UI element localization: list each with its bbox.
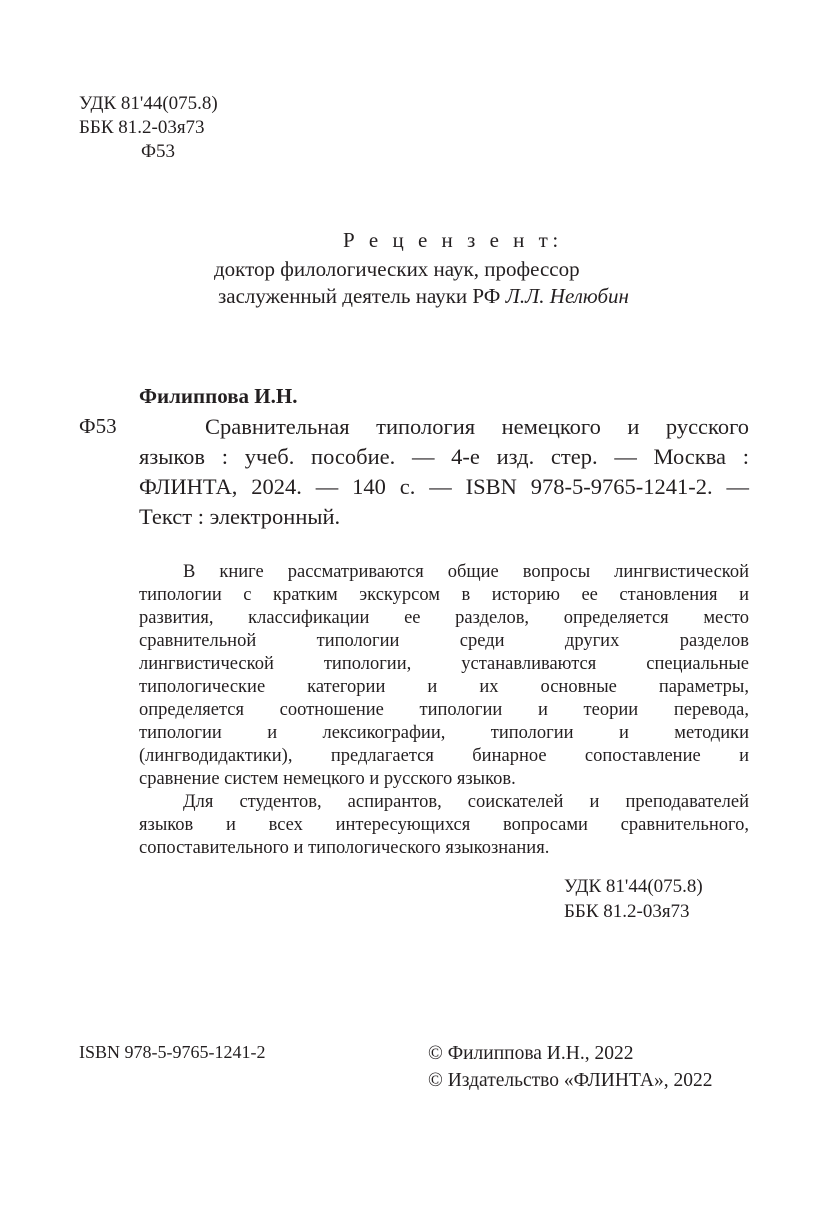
- isbn: ISBN 978-5-9765-1241-2: [79, 1042, 266, 1062]
- abstract-line: типологические категории и их основные параметры,: [139, 677, 749, 697]
- abstract-line: Для студентов, аспирантов, соискателей и преподавателей: [183, 792, 749, 812]
- abstract-line: сопоставительного и типологического языкознания.: [139, 838, 550, 858]
- book-author: Филиппова И.Н.: [139, 384, 298, 408]
- reviewer-degree: доктор филологических наук, профессор: [214, 257, 580, 281]
- abstract: [139, 561, 749, 860]
- author-mark: Ф53: [141, 141, 176, 162]
- abstract-line: типологии и лексикографии, типологии и методики: [139, 723, 749, 743]
- udk-code: УДК 81'44(075.8): [564, 876, 703, 897]
- author-mark-side: Ф53: [79, 414, 117, 438]
- copyright-author: © Филиппова И.Н., 2022: [428, 1043, 634, 1064]
- abstract-line: лингвистической типологии, устанавливаются специальные: [139, 654, 749, 674]
- bbk-code: ББК 81.2-03я73: [564, 901, 690, 922]
- abstract-line: определяется соотношение типологии и теории перевода,: [139, 700, 749, 720]
- bbk-code: ББК 81.2-03я73: [79, 117, 205, 138]
- bibliographic-description: [139, 412, 749, 532]
- biblio-line: языков : учеб. пособие. — 4-е изд. стер. — Москва :: [139, 444, 749, 469]
- biblio-line: ФЛИНТА, 2024. — 140 с. — ISBN 978-5-9765-1241-2. —: [139, 474, 749, 499]
- reviewer-heading: Р е ц е н з е н т:: [343, 228, 563, 252]
- biblio-line: Сравнительная типология немецкого и русского: [205, 414, 749, 439]
- reviewer-title: [218, 284, 629, 309]
- abstract-line: языков и всех интересующихся вопросами сравнительного,: [139, 815, 749, 835]
- classification-top: [79, 92, 218, 164]
- reviewer-name: Л.Л. Нелюбин: [505, 284, 629, 308]
- abstract-line: сравнение систем немецкого и русского языков.: [139, 769, 516, 789]
- biblio-line: Текст : электронный.: [139, 504, 341, 529]
- abstract-line: развития, классификации ее разделов, определяется место: [139, 608, 749, 628]
- classification-bottom: [564, 874, 703, 924]
- abstract-line: типологии с кратким экскурсом в историю ее становления и: [139, 585, 749, 605]
- reviewer-title-prefix: заслуженный деятель науки РФ: [218, 284, 501, 308]
- abstract-line: В книге рассматриваются общие вопросы лингвистической: [183, 562, 749, 582]
- udk-code: УДК 81'44(075.8): [79, 93, 218, 114]
- copyright-block: [428, 1040, 712, 1094]
- abstract-line: сравнительной типологии среди других разделов: [139, 631, 749, 651]
- copyright-publisher: © Издательство «ФЛИНТА», 2022: [428, 1070, 713, 1091]
- abstract-line: (лингводидактики), предлагается бинарное сопоставление и: [139, 746, 749, 766]
